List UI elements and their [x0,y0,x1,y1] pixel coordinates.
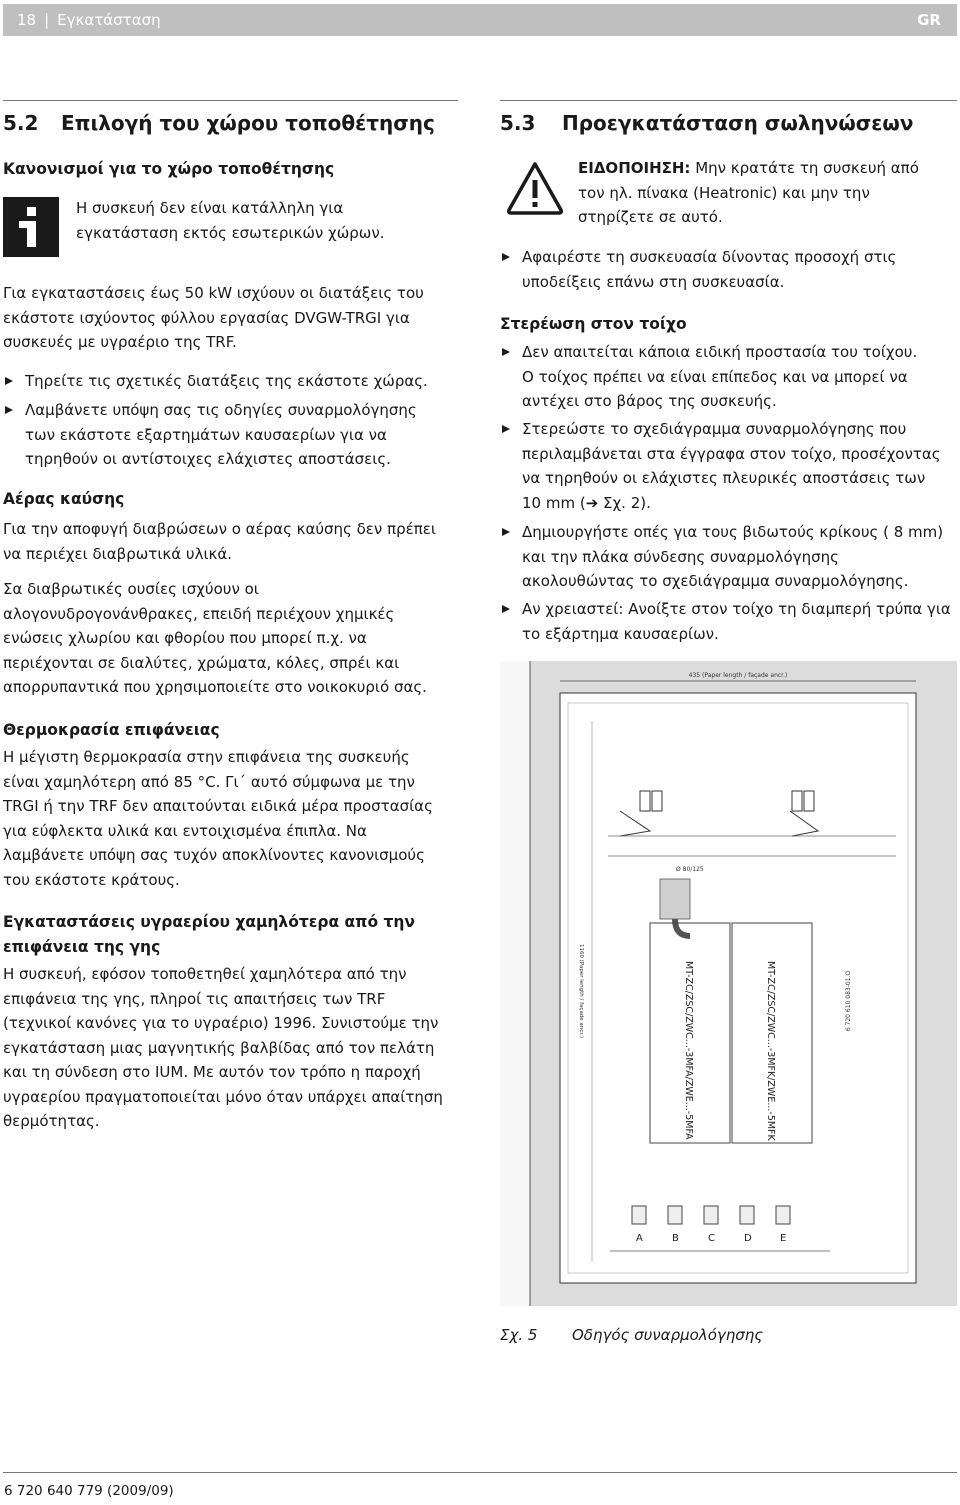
text-line: Δεν απαιτείται κάποια ειδική προστασία του τοίχου. [522,343,918,361]
text-line: αντέχει στο βάρος της συσκευής. [522,392,777,410]
text-line: Εγκαταστάσεις υγραερίου χαμηλότερα από την [3,913,415,931]
mounting-template-figure [500,661,957,1306]
text-line: λαμβάνετε υπόψη σας τυχόν αποκλίνοντες κανονισμούς [3,846,425,864]
text-line: Για εγκαταστάσεις έως 50 kW ισχύουν οι διατάξεις του [3,284,424,302]
page-header [3,4,957,36]
text-line [578,156,956,181]
header-section: Εγκατάσταση [57,11,161,29]
text-line: Λαμβάνετε υπόψη σας τις οδηγίες συναρμολόγησης [25,401,417,419]
footer-doc-code: 6 720 640 779 (2009/09) [4,1483,174,1499]
text-line: επιφάνεια της γης [3,937,161,956]
template-left-label: MT-ZC/ZSC/ZWC...-3MFA/ZWE...-5MFA [683,961,694,1140]
section-title: Επιλογή του χώρου τοποθέτησης [61,111,435,135]
air-heading: Αέρας καύσης [3,490,125,508]
paragraph-lpg [3,962,443,1134]
lpg-heading [3,910,415,959]
text-line: (τεχνικοί κανόνες για το υγραέριο) 1996. Συνιστούμε την [3,1014,439,1032]
text-line: του εκάστοτε κράτους. [3,870,180,889]
text-line: τηρηθούν οι αντίστοιχες ελάχιστες αποστάσεις. [25,450,391,468]
text-line: υποδείξεις επάνω στη συσκευασία. [522,272,785,291]
bullet-item: Τηρείτε τις σχετικές διατάξεις της εκάστοτε χώρας. [3,369,428,394]
bullet-item [500,245,896,294]
text-line: τον ηλ. πίνακα (Heatronic) και μην την [578,183,870,202]
section-heading-5-2 [3,100,458,135]
text-line: Η συσκευή, εφόσον τοποθετηθεί χαμηλότερα από την [3,965,407,983]
text-line: και τη σύνδεση στο IUM. Με αυτόν τον τρόπο η παροχή [3,1063,421,1081]
text-line: επιφάνεια της γης, πληροί τις απαιτήσεις των TRF [3,989,386,1008]
text-line: TRGI ή την TRF δεν απαιτούνται ειδικά μέρα προστασίας [3,797,433,815]
text-line: Αν χρειαστεί: Ανοίξτε στον τοίχο τη διαμπερή τρύπα για [522,600,951,618]
connection-label-e: E [780,1233,787,1244]
paragraph-air-1 [3,517,436,566]
top-dimension-label: 435 (Paper length / façade ancr.) [688,672,788,679]
section-number: 5.2 [3,111,39,135]
text-line: εγκατάσταση μιας μαγνητικής βαλβίδας από τον πελάτη [3,1038,435,1057]
connection-label-d: D [744,1233,752,1244]
section-heading-5-3 [500,100,957,135]
page-number: 18 [17,11,37,29]
caption-number: Σχ. 5 [500,1326,538,1344]
text-line: θερμότητας. [3,1112,100,1130]
bullet-item [500,520,943,594]
text-line: Δημιουργήστε οπές για τους βιδωτούς κρίκους ( 8 mm) [522,523,944,541]
text-line: περιέχονται σε διαλύτες, χρώματα, κόλες, σπρέι και [3,653,400,672]
info-icon [3,197,59,257]
text-line: ακολουθώντας το σχεδιάγραμμα συναρμολόγησης. [522,572,909,590]
text-line: υγραερίου πραγματοποιείται μόνο όταν υπάρχει απαίτηση [3,1087,443,1106]
text-line: 10 mm (➔ Σχ. 2). [522,493,651,512]
section-title: Προεγκατάσταση σωληνώσεων [562,111,914,135]
text-line: Σα διαβρωτικές ουσίες ισχύουν οι [3,580,259,598]
text-line: ενώσεις χλωρίου και φθορίου που μπορεί π.χ. να [3,629,367,647]
text-line: των εκάστοτε εξαρτημάτων καυσαερίων για να [25,425,387,444]
text-line: και την πλάκα σύνδεσης συναρμολόγησης [522,547,839,566]
paragraph-regs [3,281,458,355]
bullet-item [500,597,951,646]
text-line: Στερεώστε το σχεδιάγραμμα συναρμολόγησης που [522,420,907,438]
template-right-label: MT-ZC/ZSC/ZWC...-3MFK/ZWE...-5MFK [765,961,776,1141]
wall-mount-heading: Στερέωση στον τοίχο [500,315,687,333]
text-line: να τηρηθούν οι ελάχιστες πλευρικές αποστάσεις των [522,469,926,487]
section-number: 5.3 [500,111,536,135]
text-line: είναι χαμηλότερη από 85 °C. Γι΄ αυτό σύμφωνα με την [3,772,415,791]
warning-line: Μην κρατάτε τη συσκευή από [690,159,919,177]
text-line: στηρίζετε σε αυτό. [578,208,723,226]
side-code-label: 6 720 610 083-01.O [845,970,852,1032]
footer-divider [3,1472,957,1473]
temperature-heading: Θερμοκρασία επιφάνειας [3,721,220,739]
text-line: Αφαιρέστε τη συσκευασία δίνοντας προσοχή στις [522,248,897,266]
paragraph-air-2 [3,577,427,700]
bullet-item [500,340,917,414]
info-note-line: Η συσκευή δεν είναι κατάλληλη για [76,199,344,217]
warning-icon [505,160,565,216]
header-language: GR [917,11,941,29]
bullet-item [3,398,417,472]
warning-label: ΕΙΔΟΠΟΙΗΣΗ: [578,159,691,177]
regs-heading: Κανονισμοί για το χώρο τοποθέτησης [3,160,335,178]
text-line: συσκευές με υγραέριο της TRF. [3,333,237,351]
connection-label-b: B [672,1233,679,1244]
text-line: για εύφλεκτα υλικά και εντοιχισμένα έπιπλα. Να [3,821,367,840]
caption-title: Οδηγός συναρμολόγησης [572,1326,764,1344]
connection-label-a: A [636,1233,643,1244]
info-note [76,196,384,245]
paragraph-temperature [3,745,433,892]
text-line: Για την αποφυγή διαβρώσεων ο αέρας καύσης δεν πρέπει [3,520,436,538]
text-line: Η μέγιστη θερμοκρασία στην επιφάνεια της συσκευής [3,748,410,766]
text-line: αλογονυδρογονάνθρακες, επειδή περιέχουν χημικές [3,604,395,623]
left-dimension-label: 1160 (Paper length / façade ancr.) [578,944,584,1038]
text-line: να περιέχει διαβρωτικά υλικά. [3,544,233,563]
figure-caption [500,1326,763,1344]
text-line: περιλαμβάνεται στα έγγραφα στον τοίχο, προσέχοντας [522,444,941,463]
text-line: απορρυπαντικά που χρησιμοποιείτε στο νοικοκυριό σας. [3,678,427,696]
bullet-item [500,417,941,515]
header-separator: | [44,11,50,29]
diameter-label: Ø 80/125 [676,866,704,873]
warning-text [578,156,956,230]
text-line: Ο τοίχος πρέπει να είναι επίπεδος και να μπορεί να [522,367,908,386]
text-line: εκάστοτε ισχύοντος φύλλου εργασίας DVGW-TRGI για [3,308,410,327]
text-line: το εξάρτημα καυσαερίων. [522,624,719,643]
info-note-line: εγκατάσταση εκτός εσωτερικών χώρων. [76,223,385,242]
connection-label-c: C [708,1233,715,1244]
